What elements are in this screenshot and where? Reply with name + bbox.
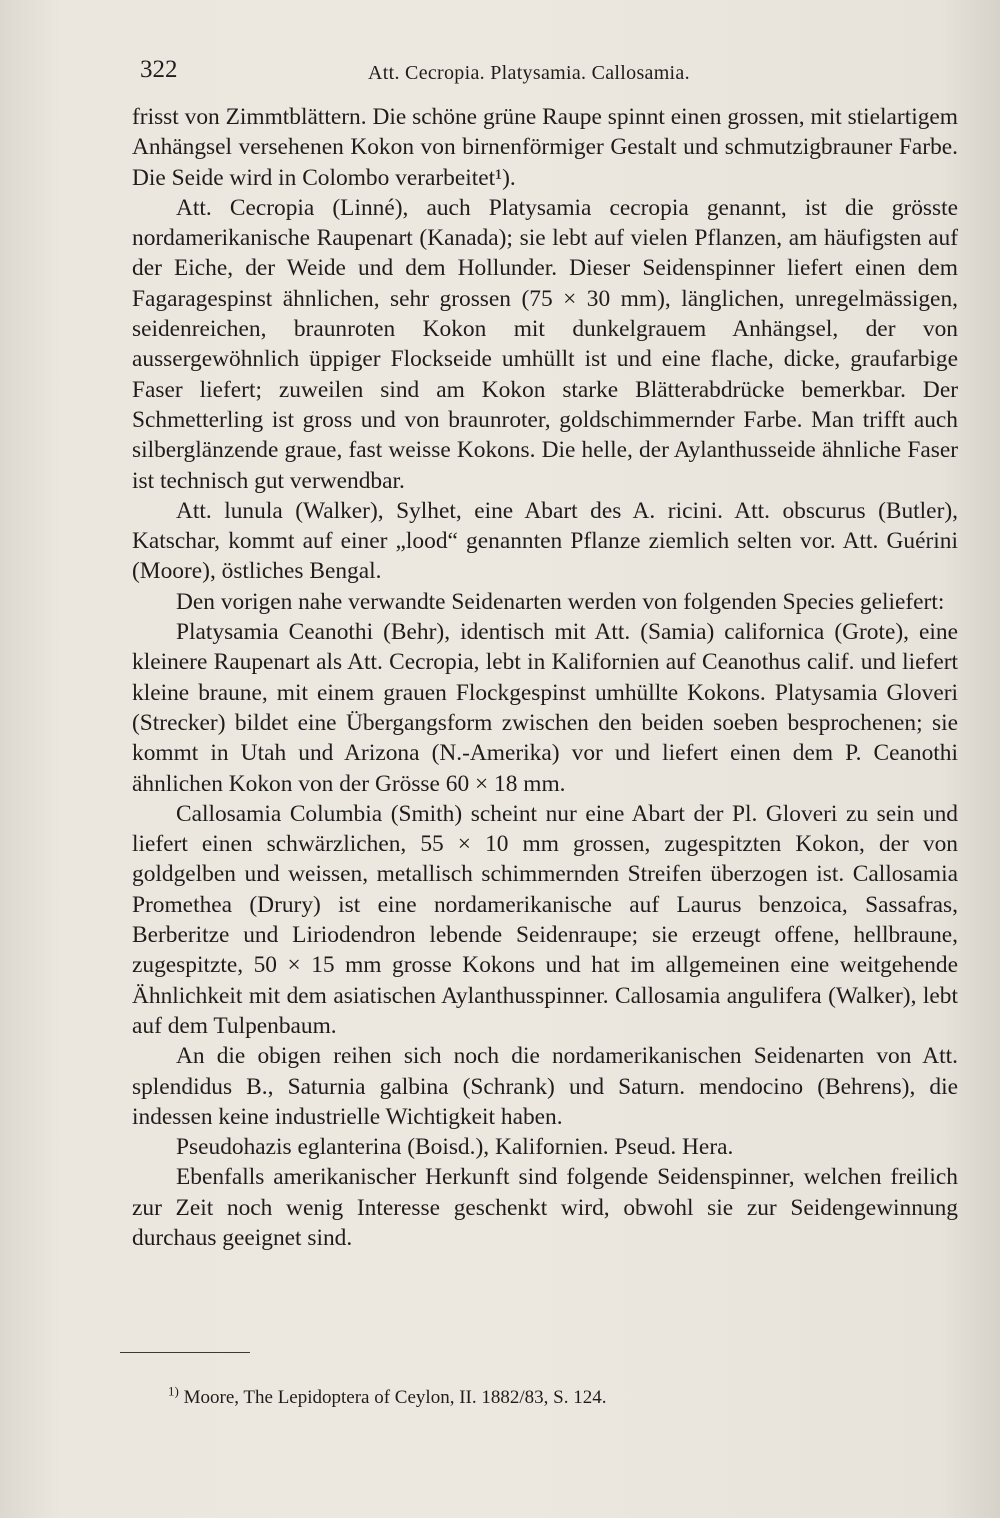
- page-number: 322: [140, 56, 178, 83]
- page-header: [140, 56, 960, 96]
- paragraph-cecropia: Att. Cecropia (Linné), auch Platysamia cecropia genannt, ist die grösste nordamerikanische Raupenart (Kanada); sie lebt auf vielen Pflanzen, am häufigsten auf der Eiche, der Weide und dem Hollunder. Dieser Seidenspinner liefert einen dem Fagaragespinst ähnlichen, sehr grossen (75 × 30 mm), länglichen, unregelmässigen, seidenreichen, braunroten Kokon mit dunkelgrauem Anhängsel, der von aussergewöhnlich üppiger Flockseide umhüllt ist und eine flache, dicke, graufarbige Faser liefert; zuweilen sind am Kokon starke Blätterabdrücke bemerkbar. Der Schmetterling ist gross und von braunroter, goldschimmernder Farbe. Man trifft auch silberglänzende graue, fast weisse Kokons. Die helle, der Aylanthusseide ähnliche Faser ist technisch gut verwendbar.: [132, 194, 958, 494]
- body-text: [132, 102, 958, 1253]
- paragraph-north-american-species: An die obigen reihen sich noch die nordamerikanischen Seidenarten von Att. splendidus B., Saturnia galbina (Schrank) und Saturn. mendocino (Behrens), die indessen keine industrielle Wichtigkeit haben.: [132, 1043, 958, 1130]
- paragraph-pseudohazis: Pseudohazis eglanterina (Boisd.), Kalifornien. Pseud. Hera.: [176, 1134, 734, 1161]
- paragraph-lunula: Att. lunula (Walker), Sylhet, eine Abart des A. ricini. Att. obscurus (Butler), Katschar, kommt auf einer „lood“ genannten Pflanze ziemlich selten vor. Att. Guérini (Moore), östliches Bengal.: [132, 497, 958, 585]
- paragraph-platysamia-ceanothi: Platysamia Ceanothi (Behr), identisch mit Att. (Samia) californica (Grote), eine kleinere Raupenart als Att. Cecropia, lebt in Kalifornien auf Ceanothus calif. und liefert kleine braune, mit einem grauen Flockgespinst umhüllte Kokons. Platysamia Gloveri (Strecker) bildet eine Übergangsform zwischen den beiden soeben besprochenen; sie kommt in Utah und Arizona (N.-Amerika) vor und liefert einen dem P. Ceanothi ähnlichen Kokon von der Grösse 60 × 18 mm.: [132, 619, 958, 797]
- footnote-divider: [120, 1352, 250, 1353]
- running-title: Att. Cecropia. Platysamia. Callosamia.: [368, 62, 690, 84]
- paragraph-related-species: Den vorigen nahe verwandte Seidenarten werden von folgenden Species geliefert:: [176, 588, 945, 615]
- footnote-text: Moore, The Lepidoptera of Ceylon, II. 1882/83, S. 124.: [183, 1387, 607, 1408]
- footnote: [168, 1385, 868, 1411]
- paragraph-american-spinners: Ebenfalls amerikanischer Herkunft sind folgende Seidenspinner, welchen freilich zur Zeit noch wenig Interesse geschenkt wird, obwohl sie zur Seidengewinnung durchaus geeignet sind.: [132, 1164, 958, 1251]
- paragraph-continuation: frisst von Zimmtblättern. Die schöne grüne Raupe spinnt einen grossen, mit stielartigem Anhängsel versehenen Kokon von birnenförmiger Gestalt und schmutzigbrauner Farbe. Die Seide wird in Colombo verarbeitet¹).: [132, 104, 958, 191]
- paragraph-callosamia: Callosamia Columbia (Smith) scheint nur eine Abart der Pl. Gloveri zu sein und liefert einen schwärzlichen, 55 × 10 mm grossen, zugespitzten Kokon, der von goldgelben und weissen, metallisch schimmernden Streifen überzogen ist. Callosamia Promethea (Drury) ist eine nordamerikanische auf Laurus benzoica, Sassafras, Berberitze und Liriodendron lebende Seidenraupe; sie erzeugt offene, hellbraune, zugespitzte, 50 × 15 mm grosse Kokons und hat im allgemeinen eine weitgehende Ähnlichkeit mit dem asiatischen Aylanthusspinner. Callosamia angulifera (Walker), lebt auf dem Tulpenbaum.: [132, 800, 958, 1039]
- footnote-marker: 1): [168, 1383, 179, 1399]
